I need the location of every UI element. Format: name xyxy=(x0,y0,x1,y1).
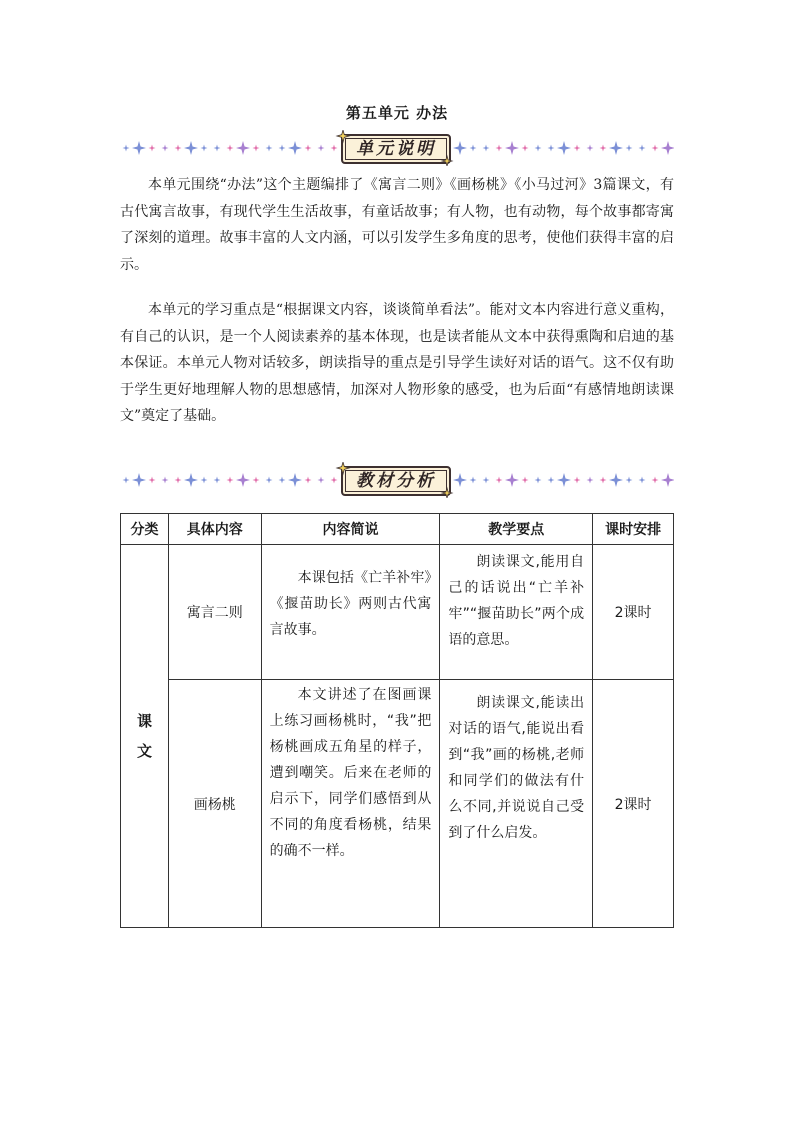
sparkle-icon xyxy=(318,145,325,152)
table-row xyxy=(121,545,674,680)
sparkle-icon xyxy=(535,145,542,152)
sparkle-icon xyxy=(652,477,659,484)
points-cell: 朗读课文,能读出对话的语气,能说出看到“我”画的杨桃,老师和同学们的做法有什么不同,并说说自己受到了什么启发。 xyxy=(440,680,593,928)
sparkle-icon xyxy=(318,477,325,484)
sparkle-icon xyxy=(288,141,302,155)
table-row xyxy=(121,680,674,928)
sparkle-icon xyxy=(453,141,467,155)
sparkle-icon xyxy=(626,145,633,152)
sparkle-icon xyxy=(149,145,156,152)
column-header: 分类 xyxy=(121,514,169,545)
sparkle-icon xyxy=(483,477,490,484)
sparkle-icon xyxy=(123,477,130,484)
sparkle-icon xyxy=(123,145,130,152)
sparkle-icon xyxy=(175,477,182,484)
sparkle-icon xyxy=(201,145,208,152)
sparkle-icon xyxy=(574,477,581,484)
sparkle-icon xyxy=(626,477,633,484)
page-title: 第五单元 办法 xyxy=(345,104,449,122)
sparkle-icon xyxy=(453,473,467,487)
sparkle-icon xyxy=(266,477,273,484)
sparkle-icon xyxy=(557,473,571,487)
sparkle-icon xyxy=(236,473,250,487)
points-cell: 朗读课文,能用自己的话说出“亡羊补牢”“揠苗助长”两个成语的意思。 xyxy=(440,545,593,680)
sparkle-icon xyxy=(162,477,169,484)
sparkle-icon xyxy=(279,477,286,484)
content-cell: 画杨桃 xyxy=(168,680,261,928)
unit-description-paragraph-2: 本单元的学习重点是“根据课文内容，谈谈简单看法”。能对文本内容进行意义重构，有自己的认识，是一个人阅读素养的基本体现，也是读者能从文本中获得熏陶和启迪的基本保证。本单元人物对话较多，朗读指导的重点是引导学生读好对话的语气。这不仅有助于学生更好地理解人物的思想感情，加深对人物形象的感受，也为后面“有感情地朗读课文”奠定了基础。 xyxy=(120,302,674,424)
column-header: 课时安排 xyxy=(593,514,674,545)
summary-cell: 本文讲述了在图画课上练习画杨桃时，“我”把杨桃画成五角星的样子，遭到嘲笑。后来在老师的启示下，同学们感悟到从不同的角度看杨桃，结果的确不一样。 xyxy=(261,680,440,928)
sparkle-icon xyxy=(149,477,156,484)
sparkle-icon xyxy=(470,145,477,152)
sparkle-icon xyxy=(331,145,338,152)
sparkle-icon xyxy=(609,473,623,487)
sparkle-icon xyxy=(175,145,182,152)
sparkle-icon xyxy=(600,145,607,152)
sparkle-icon xyxy=(266,145,273,152)
category-cell xyxy=(121,545,169,928)
sparkle-icon xyxy=(214,145,221,152)
sparkle-icon xyxy=(214,477,221,484)
sparkle-icon xyxy=(236,141,250,155)
sparkle-icon xyxy=(505,141,519,155)
sparkle-icon xyxy=(279,145,286,152)
sparkle-icon xyxy=(470,477,477,484)
hours-cell: 2课时 xyxy=(593,680,674,928)
sparkle-icon xyxy=(162,145,169,152)
sparkle-icon xyxy=(253,477,260,484)
column-header: 内容简说 xyxy=(261,514,440,545)
sparkle-icon xyxy=(522,477,529,484)
sparkle-icon xyxy=(548,477,555,484)
column-header: 具体内容 xyxy=(168,514,261,545)
sparkle-icon xyxy=(600,477,607,484)
sparkle-icon xyxy=(201,477,208,484)
sparkle-icon xyxy=(548,145,555,152)
sparkle-icon xyxy=(496,477,503,484)
sparkle-icon xyxy=(496,145,503,152)
section-badge xyxy=(341,466,451,496)
summary-cell: 本课包括《亡羊补牢》《揠苗助长》两则古代寓言故事。 xyxy=(261,545,440,680)
sparkle-icon xyxy=(522,145,529,152)
content-cell: 寓言二则 xyxy=(168,545,261,680)
sparkle-icon xyxy=(652,145,659,152)
sparkle-icon xyxy=(227,477,234,484)
sparkle-icon xyxy=(587,145,594,152)
sparkle-icon xyxy=(331,477,338,484)
sparkle-icon xyxy=(505,473,519,487)
sparkle-icon xyxy=(587,477,594,484)
sparkle-icon xyxy=(184,473,198,487)
sparkle-icon xyxy=(661,141,674,155)
sparkle-icon xyxy=(305,477,312,484)
sparkle-icon xyxy=(227,145,234,152)
sparkle-icon xyxy=(288,473,302,487)
unit-description-paragraph-1: 本单元围绕“办法”这个主题编排了《寓言二则》《画杨桃》《小马过河》3篇课文，有古代寓言故事，有现代学生生活故事，有童话故事；有人物，也有动物，每个故事都寄寓了深刻的道理。故事丰富的人文内涵，可以引发学生多角度的思考，使他们获得丰富的启示。 xyxy=(120,177,674,273)
category-label: 课文 xyxy=(136,712,152,760)
sparkle-icon xyxy=(535,477,542,484)
sparkle-icon xyxy=(132,141,146,155)
sparkle-icon xyxy=(483,145,490,152)
section-banner-material-analysis xyxy=(120,462,674,498)
section-badge xyxy=(341,134,451,164)
sparkle-icon xyxy=(253,145,260,152)
section-heading: 教材分析 xyxy=(356,471,436,491)
sparkle-icon xyxy=(557,141,571,155)
sparkle-icon xyxy=(661,473,674,487)
sparkle-icon xyxy=(305,145,312,152)
sparkle-icon xyxy=(574,145,581,152)
section-banner-unit-description xyxy=(120,130,674,166)
section-heading: 单元说明 xyxy=(356,139,436,159)
sparkle-icon xyxy=(639,477,646,484)
hours-cell: 2课时 xyxy=(593,545,674,680)
sparkle-icon xyxy=(609,141,623,155)
sparkle-icon xyxy=(184,141,198,155)
column-header: 教学要点 xyxy=(440,514,593,545)
sparkle-icon xyxy=(639,145,646,152)
material-analysis-table xyxy=(120,513,674,928)
table-header-row xyxy=(121,514,674,545)
sparkle-icon xyxy=(132,473,146,487)
